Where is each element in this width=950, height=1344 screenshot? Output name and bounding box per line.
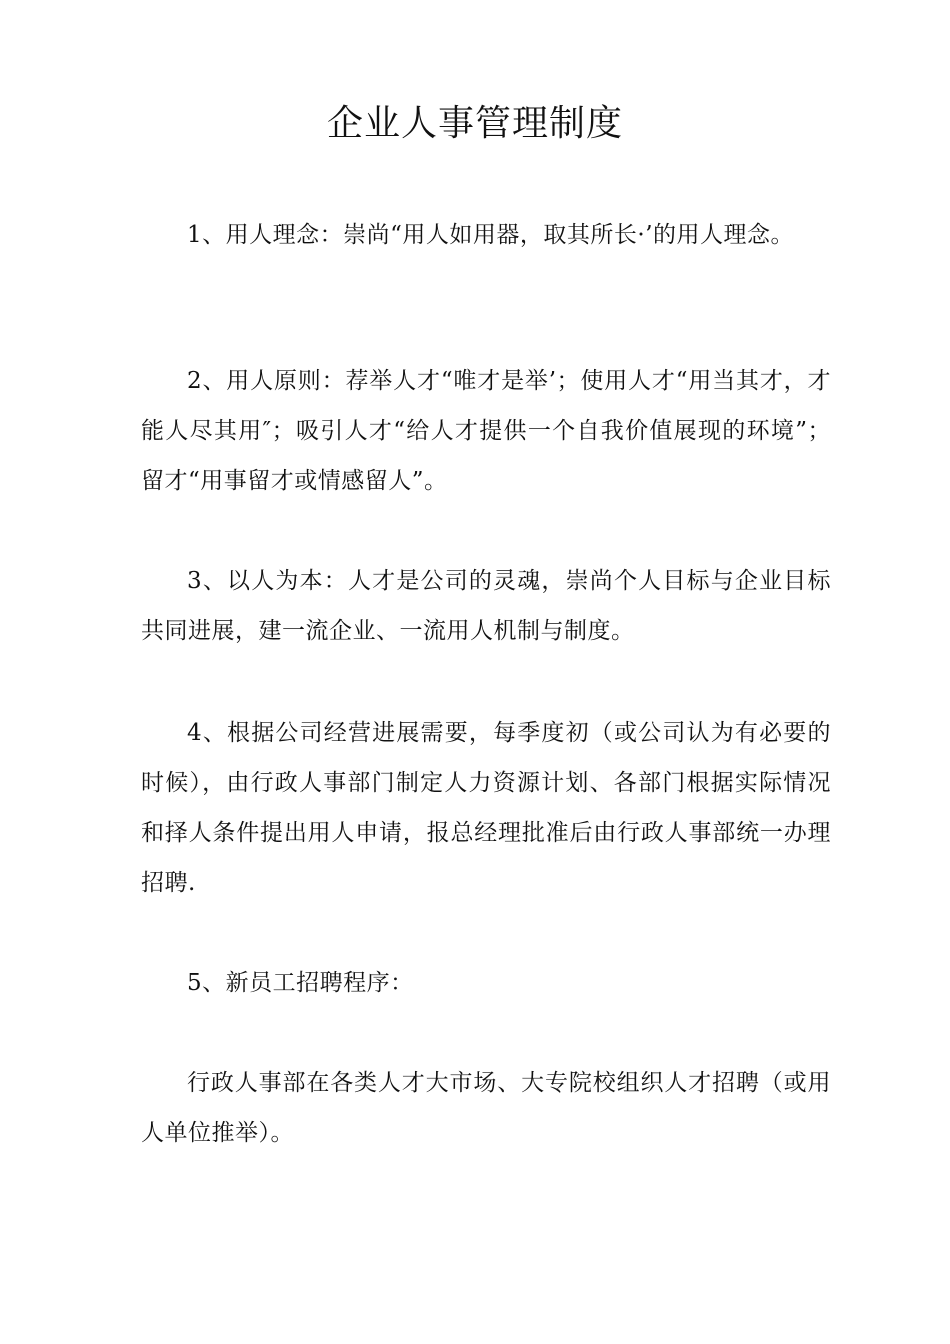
paragraph-4: 4、根据公司经营进展需要，每季度初（或公司认为有必要的时候），由行政人事部门制定人力资源计划、各部门根据实际情况和择人条件提出用人申请，报总经理批准后由行政人事部统一办理招聘. xyxy=(141,720,831,896)
paragraph-6: 行政人事部在各类人才大市场、大专院校组织人才招聘（或用人单位推举）。 xyxy=(141,1070,831,1146)
paragraph-1: 1、用人理念：崇尚“用人如用器，取其所长·’的用人理念。 xyxy=(187,222,795,248)
document-title: 企业人事管理制度 xyxy=(326,103,623,144)
paragraph-3: 3、以人为本：人才是公司的灵魂，崇尚个人目标与企业目标共同进展，建一流企业、一流用人机制与制度。 xyxy=(141,568,831,644)
paragraph-5: 5、新员工招聘程序： xyxy=(187,970,414,996)
paragraph-2: 2、用人原则：荐举人才“唯才是举’；使用人才“用当其才，才能人尽其用″；吸引人才“给人才提供一个自我价值展现的环境”；留才“用事留才或情感留人”。 xyxy=(141,368,831,494)
